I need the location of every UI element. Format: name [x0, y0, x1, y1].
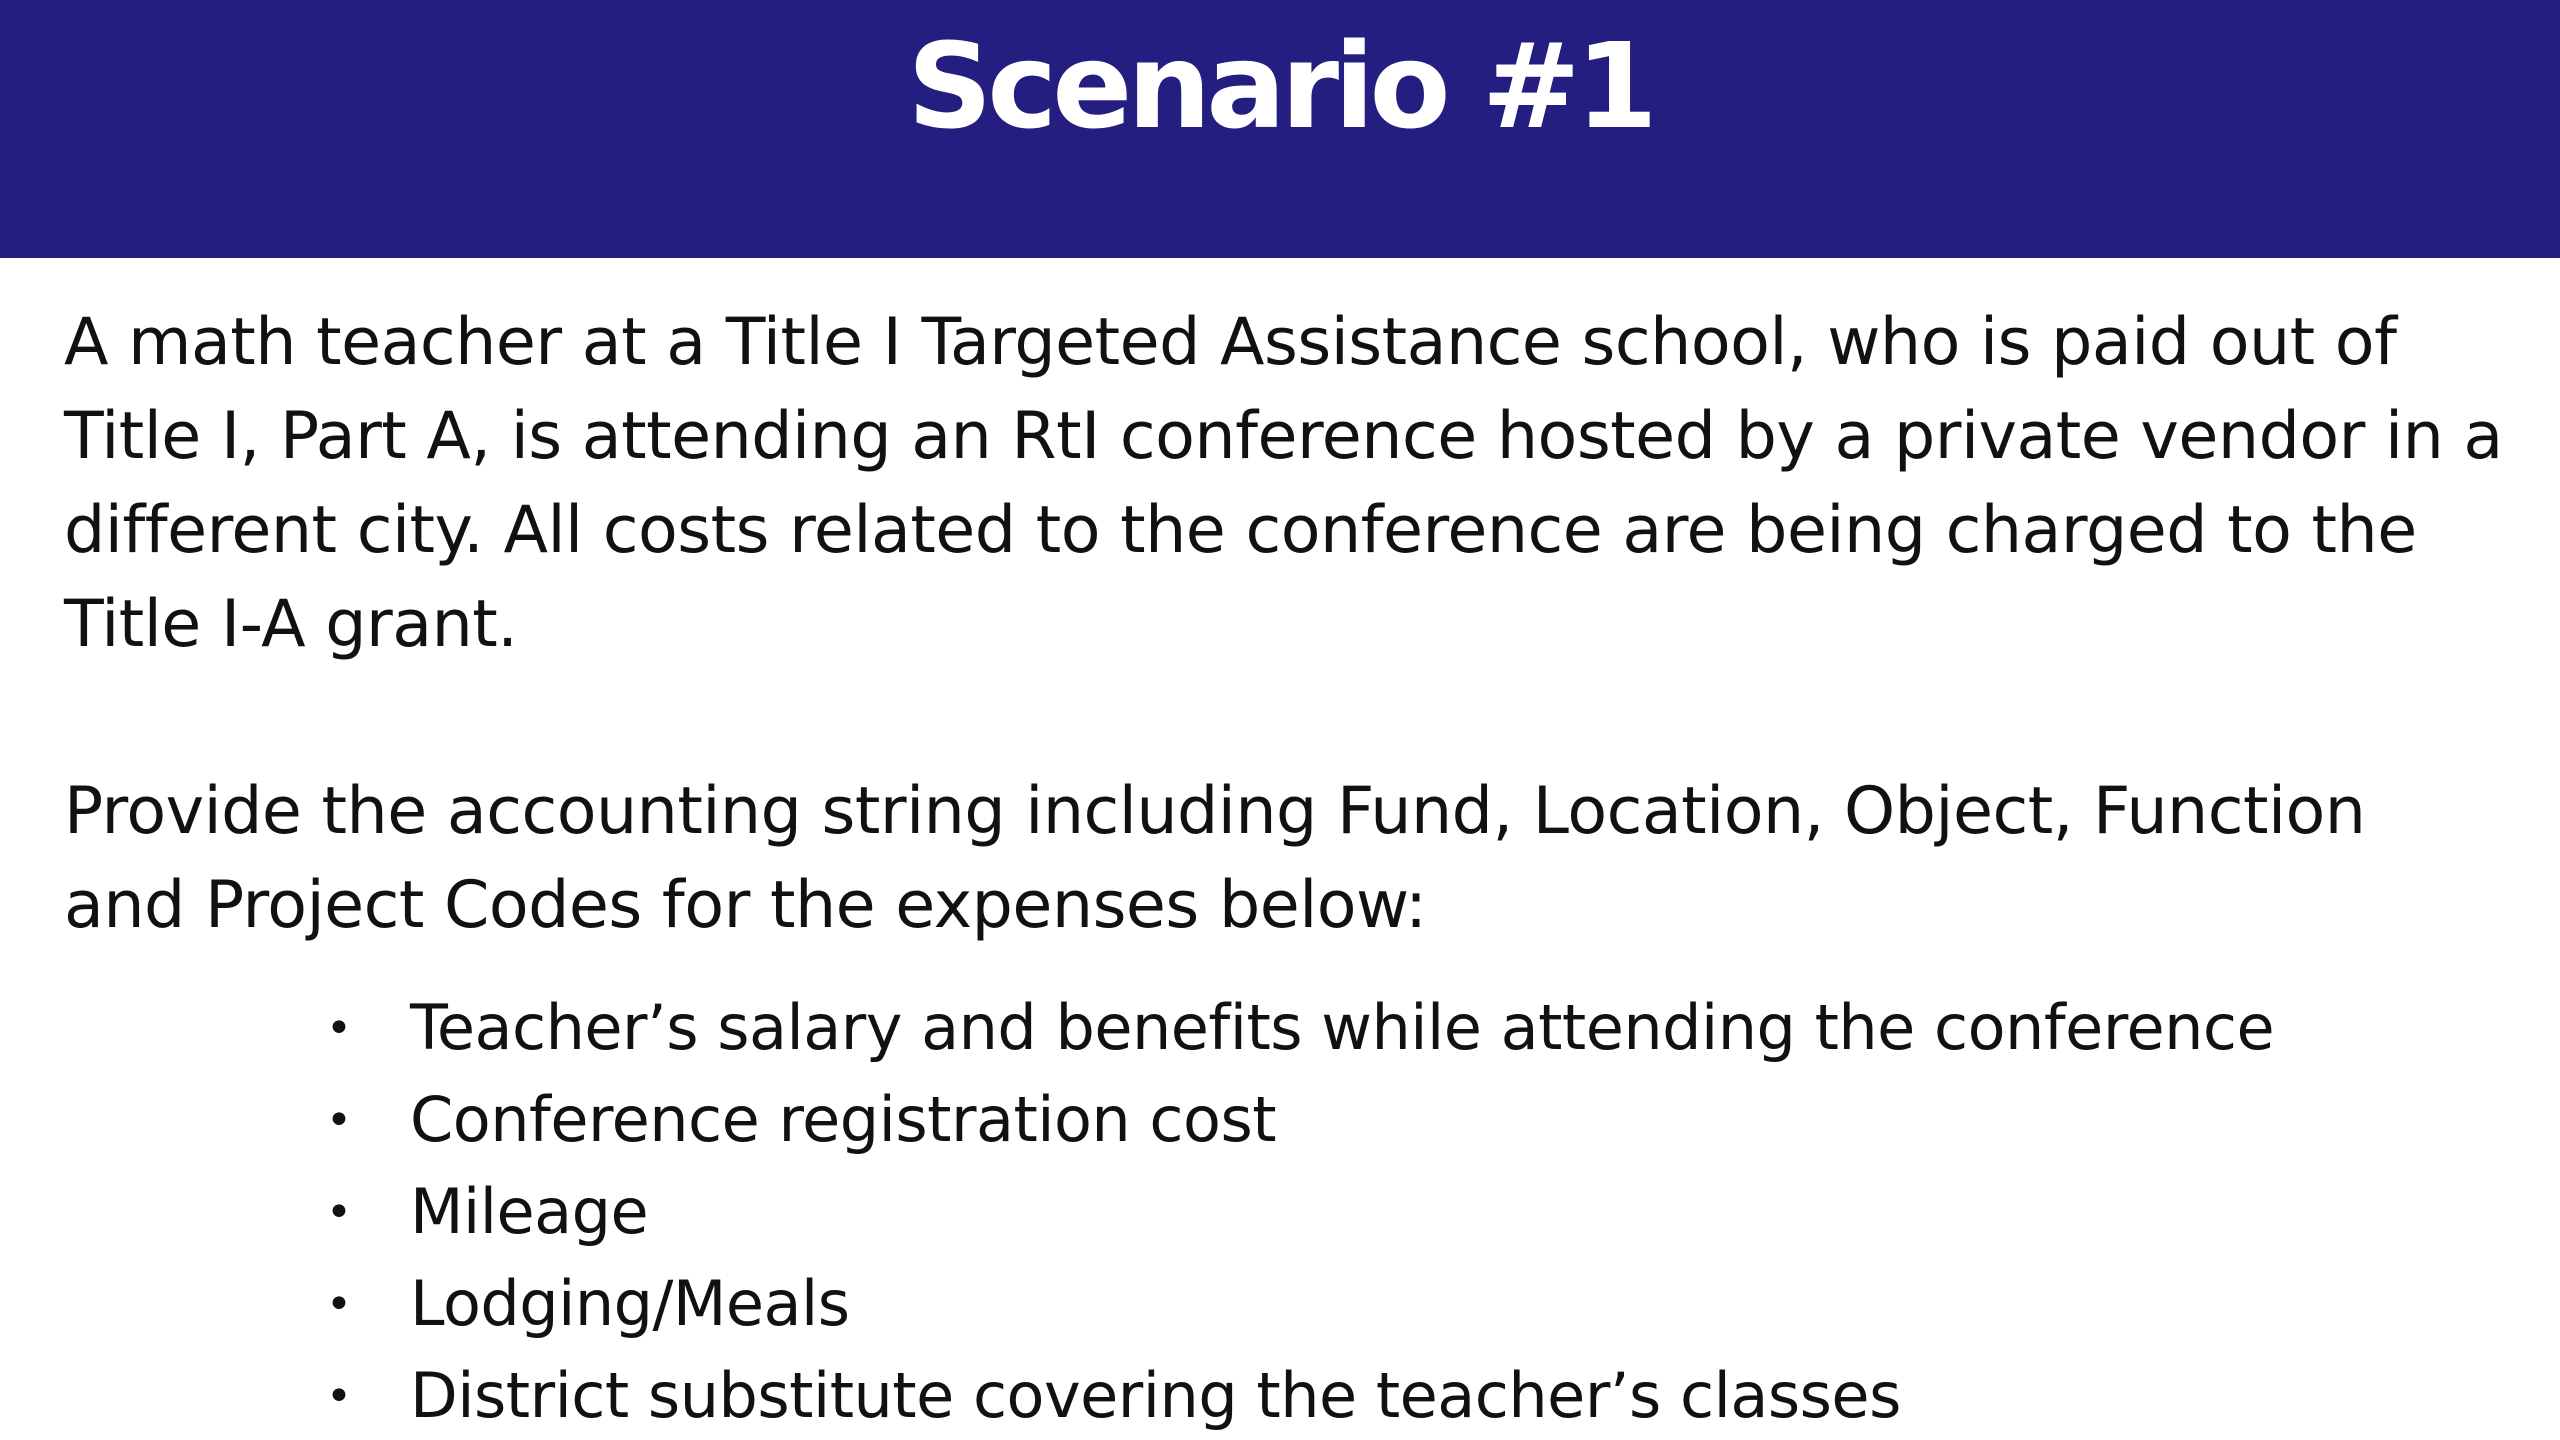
bullet-icon: •	[326, 1095, 352, 1146]
list-item	[326, 985, 2506, 1077]
bullet-icon: •	[326, 1003, 352, 1054]
bullet-icon: •	[326, 1187, 352, 1238]
instructions-text: Provide the accounting string including Fund, Location, Object, Function and Project Codes for the expenses below:	[64, 774, 2366, 943]
expense-list	[326, 985, 2506, 1440]
list-item	[326, 1077, 2506, 1169]
list-item-label: Mileage	[410, 1175, 649, 1248]
list-item	[326, 1353, 2506, 1440]
slide-title: Scenario #1	[907, 17, 1653, 156]
list-item-label: Lodging/Meals	[410, 1267, 850, 1340]
scenario-description: A math teacher at a Title I Targeted Assistance school, who is paid out of Title I, Part A, is attending an RtI conference hosted by a private vendor in a different city. All costs related to the conference are being charged to the Title I-A grant.	[64, 305, 2503, 662]
list-item-label: District substitute covering the teacher’s classes	[410, 1359, 1901, 1432]
bullet-icon: •	[326, 1279, 352, 1330]
list-item	[326, 1261, 2506, 1353]
list-item-label: Conference registration cost	[410, 1083, 1277, 1156]
list-item-label: Teacher’s salary and benefits while attending the conference	[410, 991, 2275, 1064]
bullet-icon: •	[326, 1371, 352, 1422]
list-item	[326, 1169, 2506, 1261]
title-banner	[0, 0, 2560, 258]
